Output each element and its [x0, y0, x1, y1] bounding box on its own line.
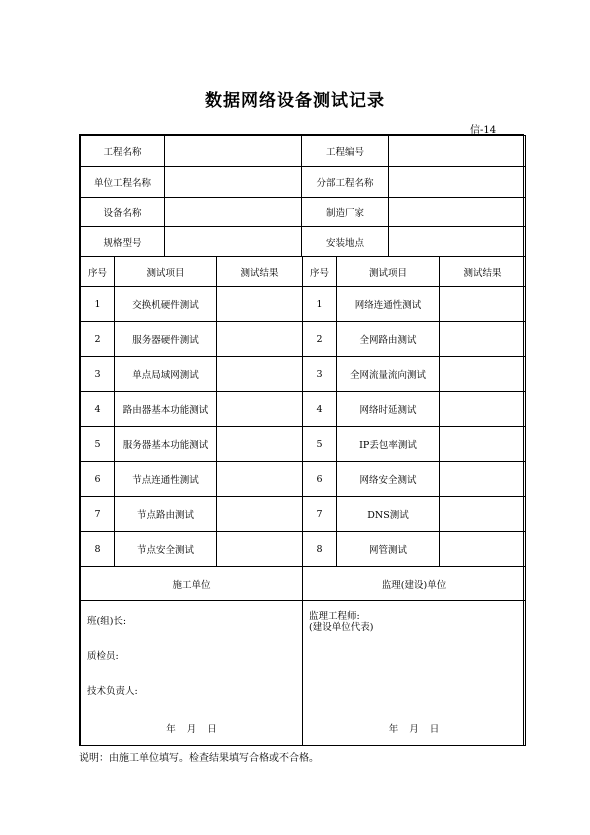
- test-item: 全网路由测试: [337, 322, 440, 357]
- test-result-field[interactable]: [217, 427, 303, 462]
- test-item: 全网流量流向测试: [337, 357, 440, 392]
- test-result-field[interactable]: [217, 532, 303, 567]
- test-item: 服务器硬件测试: [115, 322, 217, 357]
- info-row: [81, 167, 526, 198]
- signature-header-row: [81, 567, 526, 601]
- signature-row: [81, 601, 526, 746]
- project-no-label: 工程编号: [302, 136, 389, 167]
- test-result-field[interactable]: [440, 427, 526, 462]
- test-item: 节点路由测试: [115, 497, 217, 532]
- project-name-field[interactable]: [165, 136, 302, 167]
- inspector-label: 质检员:: [87, 651, 119, 662]
- test-no: 7: [81, 497, 115, 532]
- test-no: 1: [81, 287, 115, 322]
- item-header: 测试项目: [115, 257, 217, 287]
- test-item: 单点局域网测试: [115, 357, 217, 392]
- test-result-field[interactable]: [217, 497, 303, 532]
- signature-table: [80, 566, 526, 746]
- test-item: 网络时延测试: [337, 392, 440, 427]
- form-code: 信-14: [470, 125, 497, 136]
- sub-project-label: 分部工程名称: [302, 167, 389, 198]
- location-field[interactable]: [389, 227, 526, 257]
- test-result-field[interactable]: [217, 287, 303, 322]
- test-item: 网络连通性测试: [337, 287, 440, 322]
- contractor-heading: 施工单位: [81, 567, 303, 601]
- supervisor-signature-area[interactable]: [303, 601, 526, 746]
- test-item: 交换机硬件测试: [115, 287, 217, 322]
- model-label: 规格型号: [81, 227, 165, 257]
- seq-header: 序号: [81, 257, 115, 287]
- test-no: 4: [81, 392, 115, 427]
- test-no: 3: [81, 357, 115, 392]
- test-item: 服务器基本功能测试: [115, 427, 217, 462]
- test-no: 5: [81, 427, 115, 462]
- test-no: 4: [303, 392, 337, 427]
- test-result-field[interactable]: [440, 497, 526, 532]
- test-table: [80, 256, 526, 567]
- contractor-date: 年 月 日: [166, 724, 217, 735]
- test-result-field[interactable]: [440, 462, 526, 497]
- device-name-label: 设备名称: [81, 198, 165, 227]
- test-item: 网络安全测试: [337, 462, 440, 497]
- manufacturer-field[interactable]: [389, 198, 526, 227]
- test-no: 5: [303, 427, 337, 462]
- test-result-field[interactable]: [440, 322, 526, 357]
- owner-rep-label: (建设单位代表): [309, 622, 374, 633]
- test-no: 8: [81, 532, 115, 567]
- supervisor-date: 年 月 日: [388, 724, 440, 735]
- test-result-field[interactable]: [440, 532, 526, 567]
- sub-project-field[interactable]: [389, 167, 526, 198]
- result-header: 测试结果: [217, 257, 303, 287]
- test-item: 网管测试: [337, 532, 440, 567]
- test-no: 7: [303, 497, 337, 532]
- item-header: 测试项目: [337, 257, 440, 287]
- supervisor-heading: 监理(建设)单位: [303, 567, 526, 601]
- test-item: IP丢包率测试: [337, 427, 440, 462]
- table-row: [81, 287, 526, 322]
- tech-lead-label: 技术负责人:: [87, 686, 138, 697]
- table-row: [81, 427, 526, 462]
- test-item: 路由器基本功能测试: [115, 392, 217, 427]
- test-result-field[interactable]: [440, 357, 526, 392]
- test-item: DNS测试: [337, 497, 440, 532]
- test-no: 1: [303, 287, 337, 322]
- page-title: 数据网络设备测试记录: [205, 91, 385, 111]
- unit-project-field[interactable]: [165, 167, 302, 198]
- record-form: [79, 134, 524, 746]
- test-result-field[interactable]: [217, 392, 303, 427]
- test-no: 2: [303, 322, 337, 357]
- test-no: 6: [303, 462, 337, 497]
- info-table: [80, 135, 526, 257]
- result-header: 测试结果: [440, 257, 526, 287]
- test-no: 2: [81, 322, 115, 357]
- test-no: 6: [81, 462, 115, 497]
- model-field[interactable]: [165, 227, 302, 257]
- unit-project-label: 单位工程名称: [81, 167, 165, 198]
- table-row: [81, 497, 526, 532]
- footnote: 说明：由施工单位填写。检查结果填写合格或不合格。: [79, 753, 319, 764]
- seq-header: 序号: [303, 257, 337, 287]
- test-result-field[interactable]: [440, 287, 526, 322]
- info-row: [81, 198, 526, 227]
- info-row: [81, 227, 526, 257]
- supervisor-engineer-label: 监理工程师:: [309, 611, 360, 622]
- project-no-field[interactable]: [389, 136, 526, 167]
- table-row: [81, 462, 526, 497]
- test-no: 3: [303, 357, 337, 392]
- info-row: [81, 136, 526, 167]
- project-name-label: 工程名称: [81, 136, 165, 167]
- test-header-row: [81, 257, 526, 287]
- table-row: [81, 357, 526, 392]
- manufacturer-label: 制造厂家: [302, 198, 389, 227]
- team-leader-label: 班(组)长:: [87, 616, 127, 627]
- test-result-field[interactable]: [440, 392, 526, 427]
- test-item: 节点连通性测试: [115, 462, 217, 497]
- table-row: [81, 322, 526, 357]
- test-result-field[interactable]: [217, 322, 303, 357]
- test-result-field[interactable]: [217, 357, 303, 392]
- test-no: 8: [303, 532, 337, 567]
- test-item: 节点安全测试: [115, 532, 217, 567]
- location-label: 安装地点: [302, 227, 389, 257]
- test-result-field[interactable]: [217, 462, 303, 497]
- table-row: [81, 532, 526, 567]
- table-row: [81, 392, 526, 427]
- device-name-field[interactable]: [165, 198, 302, 227]
- contractor-signature-area[interactable]: [81, 601, 303, 746]
